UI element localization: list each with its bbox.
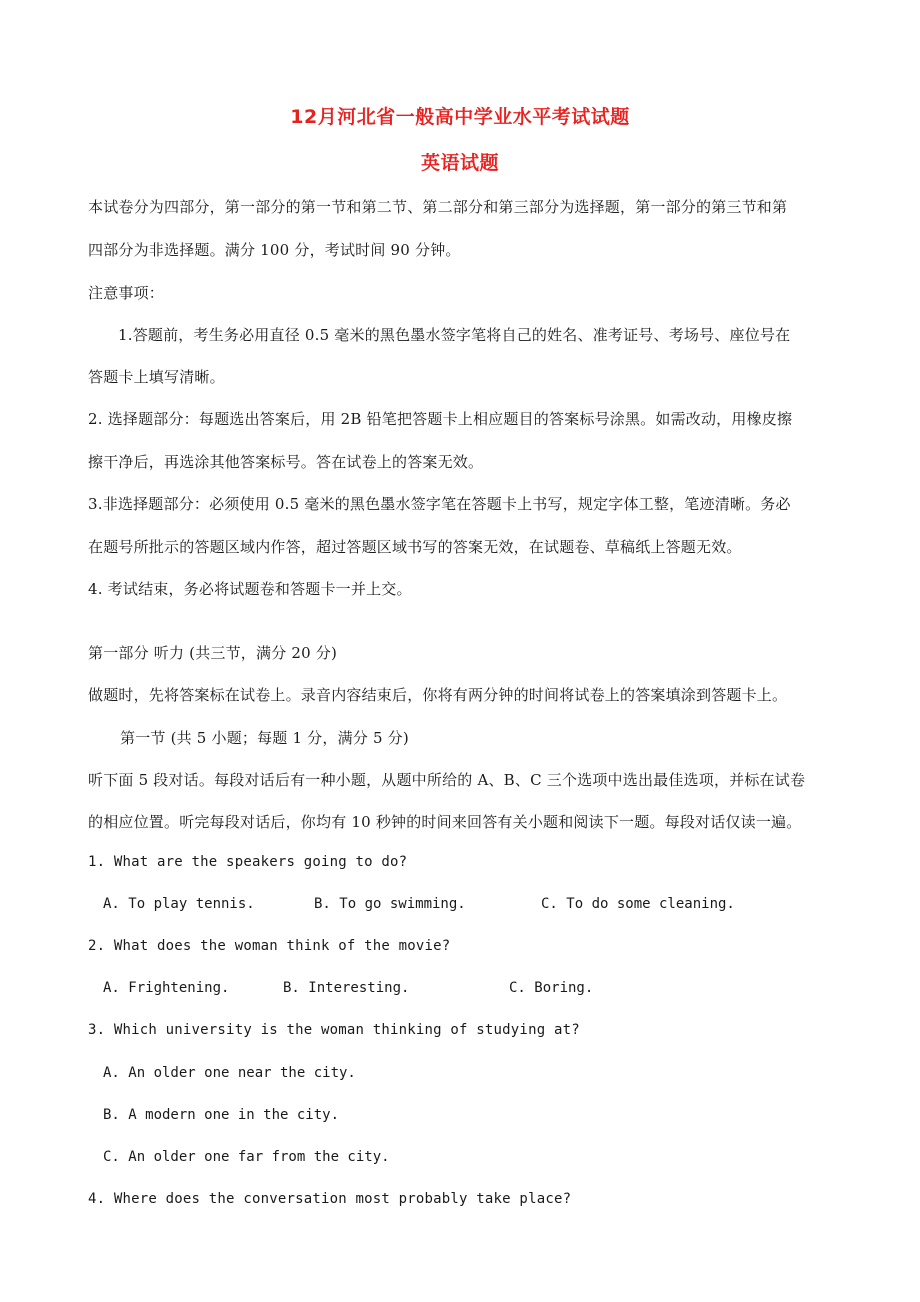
intro-line-2: 四部分为非选择题。满分 100 分，考试时间 90 分钟。 — [88, 241, 461, 259]
question-1-option-b: B. To go swimming. — [314, 896, 466, 912]
part1-instruction: 做题时，先将答案标在试卷上。录音内容结束后，你将有两分钟的时间将试卷上的答案填涂到答题卡上。 — [88, 686, 788, 704]
notes-heading: 注意事项： — [88, 284, 165, 302]
question-2-stem: 2. What does the woman think of the movie? — [88, 938, 451, 954]
note-2-line-1: 2. 选择题部分：每题选出答案后，用 2B 铅笔把答题卡上相应题目的答案标号涂黑。如需改动，用橡皮擦 — [88, 410, 793, 428]
question-1-stem: 1. What are the speakers going to do? — [88, 854, 408, 870]
note-2-line-2: 擦干净后，再选涂其他答案标号。答在试卷上的答案无效。 — [88, 453, 484, 471]
question-4-stem: 4. Where does the conversation most probably take place? — [88, 1191, 572, 1207]
question-3-option-a: A. An older one near the city. — [103, 1065, 356, 1081]
question-3-option-b: B. A modern one in the city. — [103, 1107, 340, 1123]
section1-instr-line-2: 的相应位置。听完每段对话后，你均有 10 秒钟的时间来回答有关小题和阅读下一题。每段对话仅读一遍。 — [88, 813, 802, 831]
exam-subtitle: 英语试题 — [420, 152, 499, 174]
question-1-option-c: C. To do some cleaning. — [541, 896, 735, 912]
question-2-option-b: B. Interesting. — [283, 980, 410, 996]
question-1-option-a: A. To play tennis. — [103, 896, 255, 912]
section1-instr-line-1: 听下面 5 段对话。每段对话后有一种小题，从题中所给的 A、B、C 三个选项中选出最佳选项，并标在试卷 — [88, 771, 806, 789]
question-3-option-c: C. An older one far from the city. — [103, 1149, 390, 1165]
note-1-line-2: 答题卡上填写清晰。 — [88, 368, 225, 386]
intro-line-1: 本试卷分为四部分，第一部分的第一节和第二节、第二部分和第三部分为选择题，第一部分的第三节和第 — [88, 198, 788, 216]
note-3-line-1: 3.非选择题部分：必须使用 0.5 毫米的黑色墨水签字笔在答题卡上书写，规定字体工整，笔迹清晰。务必 — [88, 495, 791, 513]
question-2-option-a: A. Frightening. — [103, 980, 230, 996]
note-4: 4. 考试结束，务必将试题卷和答题卡一并上交。 — [88, 580, 412, 598]
section1-heading: 第一节 (共 5 小题；每题 1 分，满分 5 分) — [120, 729, 409, 747]
question-3-stem: 3. Which university is the woman thinking of studying at? — [88, 1022, 580, 1038]
part1-heading: 第一部分 听力 (共三节，满分 20 分) — [88, 644, 338, 662]
note-3-line-2: 在题号所批示的答题区域内作答，超过答题区域书写的答案无效，在试题卷、草稿纸上答题无效。 — [88, 538, 742, 556]
note-1-line-1: 1.答题前，考生务必用直径 0.5 毫米的黑色墨水签字笔将自己的姓名、准考证号、考场号、座位号在 — [118, 326, 791, 344]
exam-title: 12月河北省一般高中学业水平考试试题 — [290, 106, 630, 128]
question-2-option-c: C. Boring. — [509, 980, 594, 996]
